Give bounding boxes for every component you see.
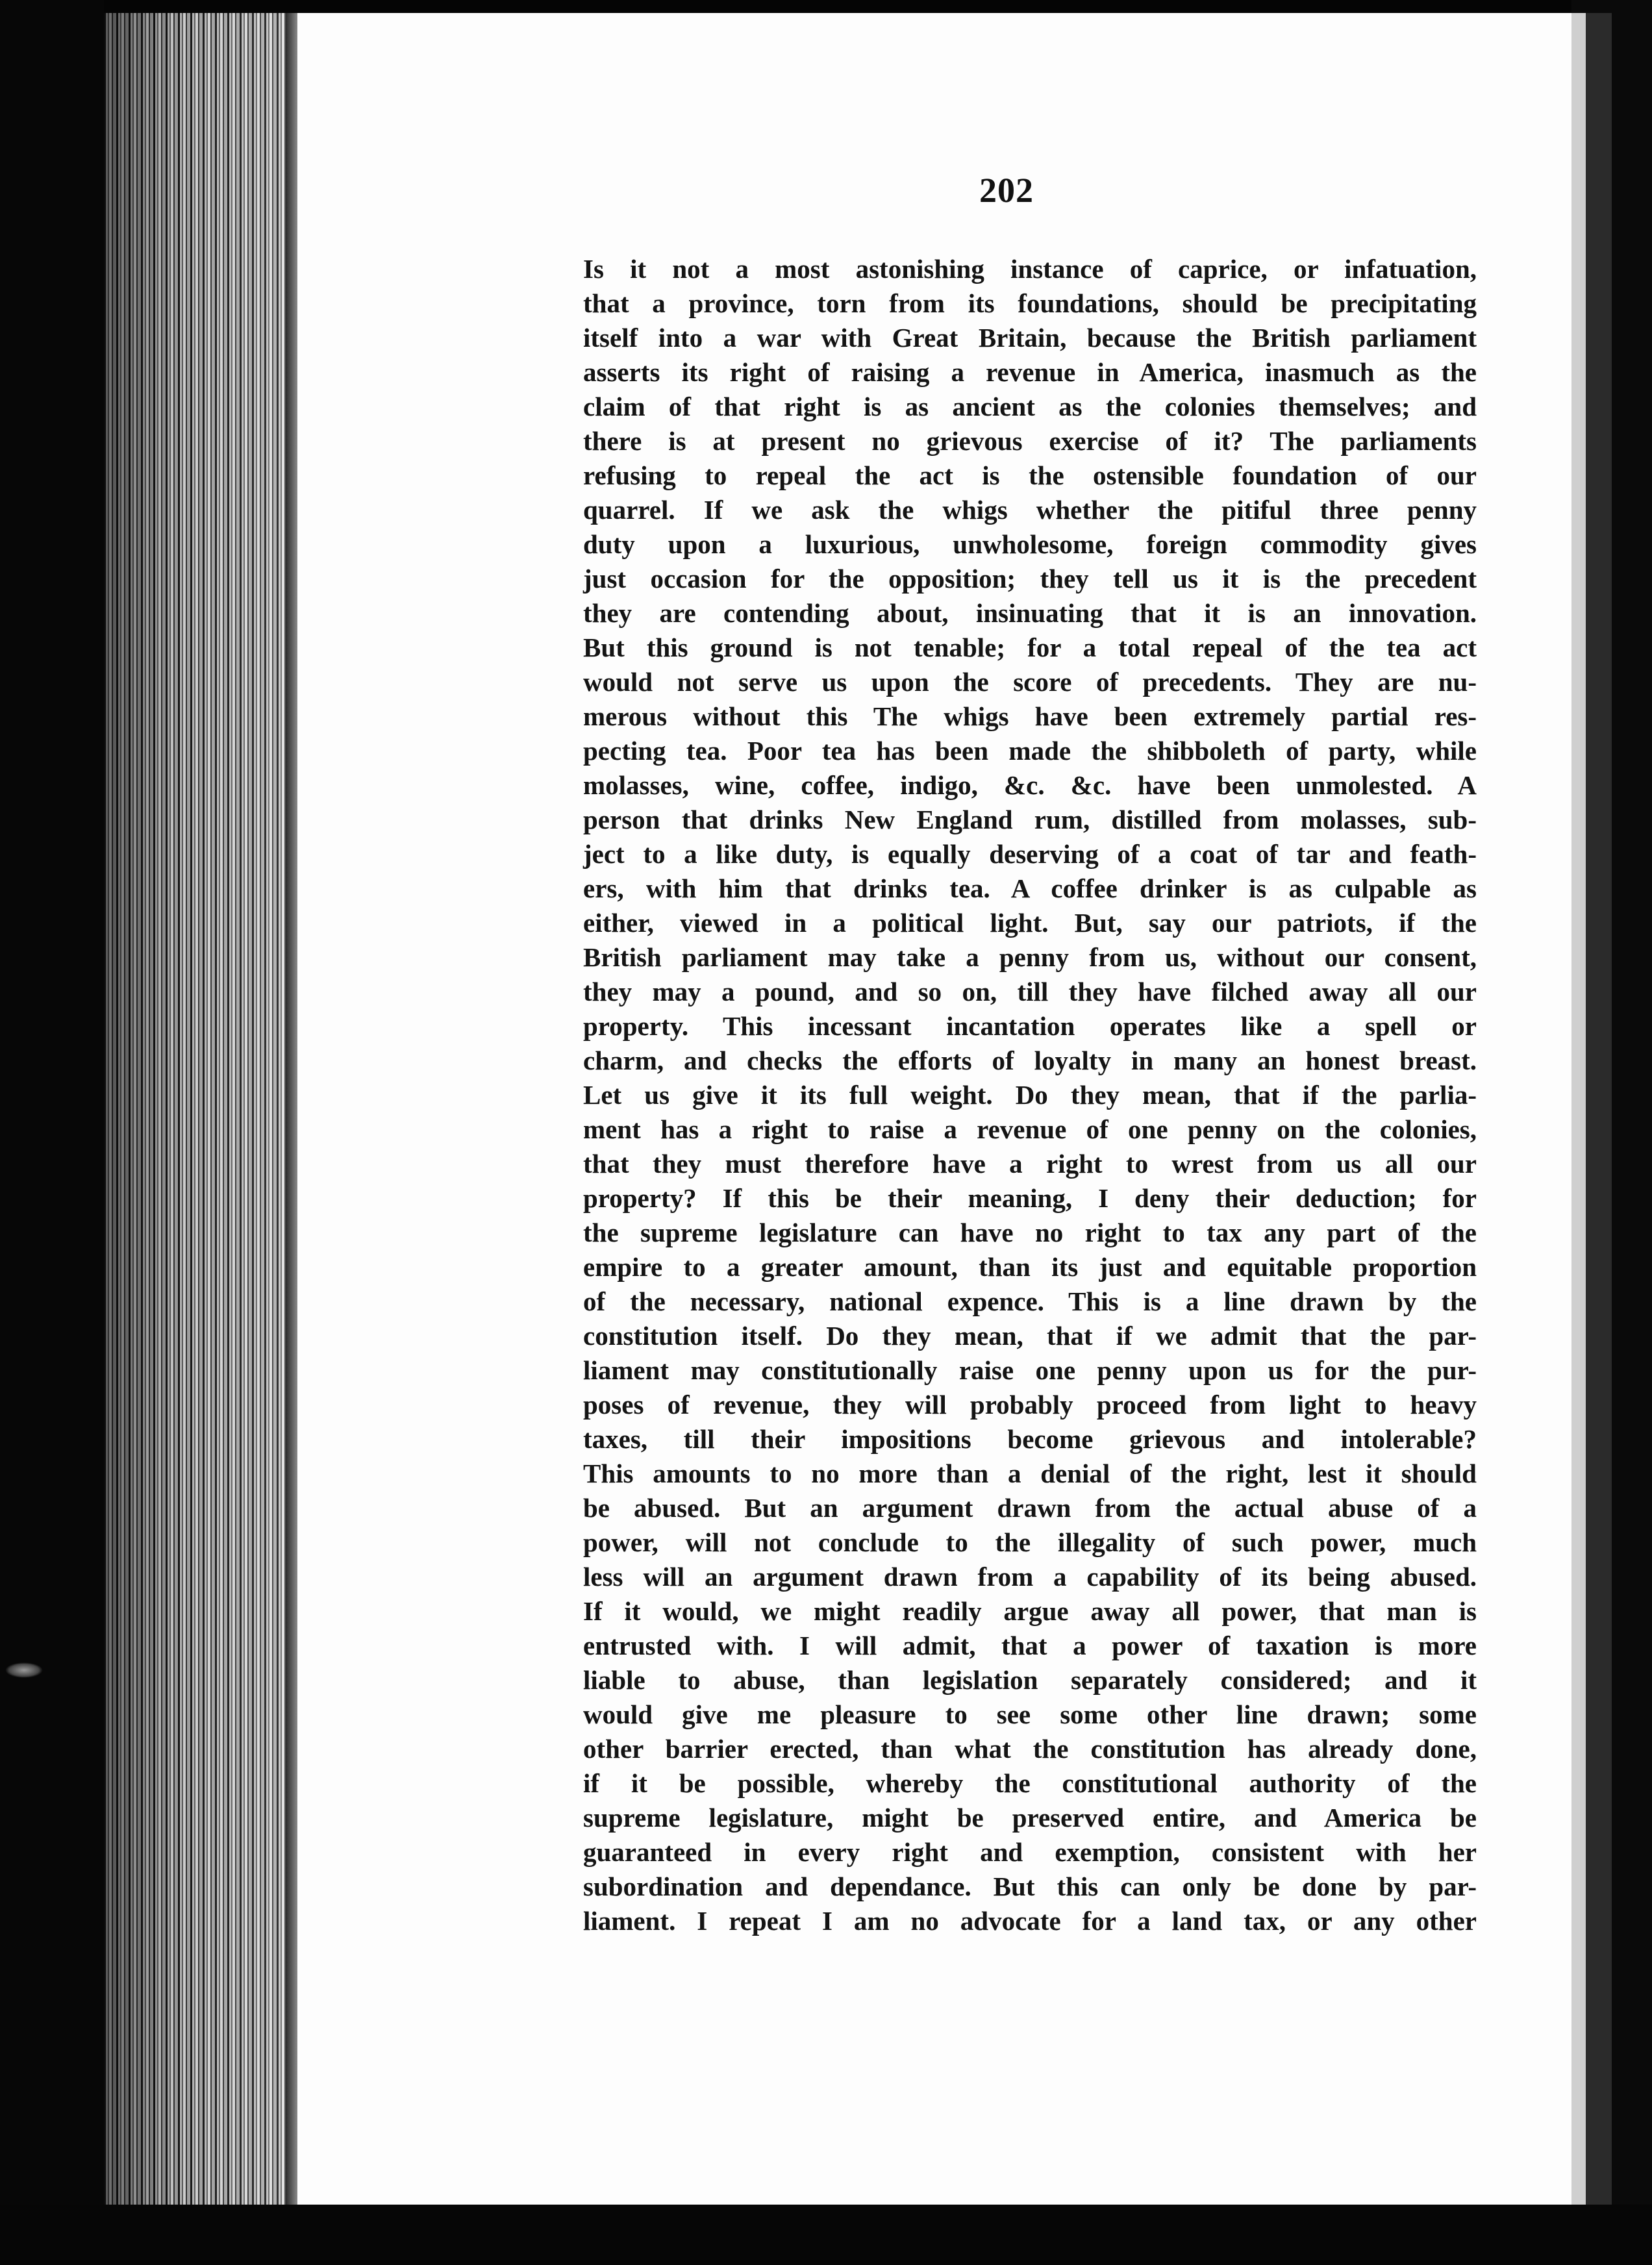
text-line: entrusted with. I will admit, that a power of taxation is more: [583, 1631, 1477, 1660]
text-line: This amounts to no more than a denial of the right, lest it should: [583, 1458, 1477, 1488]
text-line: liament may constitutionally raise one penny upon us for the pur-: [583, 1355, 1477, 1385]
text-line: ment has a right to raise a revenue of one penny on the colonies,: [583, 1114, 1477, 1144]
text-line: that a province, torn from its foundations, should be precipitating: [583, 288, 1477, 318]
scan-right-border: [1571, 0, 1652, 2265]
text-line: property? If this be their meaning, I deny their deduction; for: [583, 1183, 1477, 1213]
text-line: poses of revenue, they will probably proceed from light to heavy: [583, 1390, 1477, 1420]
text-line: power, will not conclude to the illegality of such power, much: [583, 1527, 1477, 1557]
text-line: the supreme legislature can have no right to tax any part of the: [583, 1218, 1477, 1247]
scan-top-border: [0, 0, 1652, 13]
text-line: they may a pound, and so on, till they have filched away all our: [583, 977, 1477, 1007]
text-line: ers, with him that drinks tea. A coffee drinker is as culpable as: [583, 873, 1477, 903]
text-line: person that drinks New England rum, distilled from molasses, sub-: [583, 805, 1477, 834]
text-line: empire to a greater amount, than its just and equitable proportion: [583, 1252, 1477, 1282]
book-page-edges: [104, 13, 295, 2205]
text-line: liable to abuse, than legislation separately considered; and it: [583, 1665, 1477, 1695]
text-line: liament. I repeat I am no advocate for a land tax, or any other: [583, 1906, 1477, 1936]
text-line: If it would, we might readily argue away all power, that man is: [583, 1596, 1477, 1626]
text-line: duty upon a luxurious, unwholesome, foreign commodity gives: [583, 529, 1477, 559]
scan-bottom-border: [0, 2205, 1652, 2265]
text-line: property. This incessant incantation operates like a spell or: [583, 1011, 1477, 1041]
text-line: if it be possible, whereby the constitutional authority of the: [583, 1768, 1477, 1798]
text-line: of the necessary, national expence. This is a line drawn by the: [583, 1286, 1477, 1316]
text-line: ject to a like duty, is equally deserving of a coat of tar and feath-: [583, 839, 1477, 869]
text-line: molasses, wine, coffee, indigo, &c. &c. have been unmolested. A: [583, 770, 1477, 800]
text-line: But this ground is not tenable; for a total repeal of the tea act: [583, 632, 1477, 662]
text-line: they are contending about, insinuating that it is an innovation.: [583, 598, 1477, 628]
text-line: guaranteed in every right and exemption, consistent with her: [583, 1837, 1477, 1867]
text-line: less will an argument drawn from a capability of its being abused.: [583, 1562, 1477, 1592]
text-line: would give me pleasure to see some other line drawn; some: [583, 1699, 1477, 1729]
text-line: claim of that right is as ancient as the colonies themselves; and: [583, 392, 1477, 421]
text-line: other barrier erected, than what the constitution has already done,: [583, 1734, 1477, 1764]
text-line: Let us give it its full weight. Do they mean, that if the parlia-: [583, 1080, 1477, 1110]
text-line: constitution itself. Do they mean, that if we admit that the par-: [583, 1321, 1477, 1351]
text-line: quarrel. If we ask the whigs whether the pitiful three penny: [583, 495, 1477, 525]
page-number: 202: [979, 171, 1034, 210]
gutter-shadow: [286, 13, 297, 2205]
text-line: taxes, till their impositions become grievous and intolerable?: [583, 1424, 1477, 1454]
text-line: there is at present no grievous exercise of it? The parliaments: [583, 426, 1477, 456]
scan-speck: [5, 1662, 43, 1678]
text-line: Is it not a most astonishing instance of caprice, or infatuation,: [583, 254, 1477, 284]
text-line: pecting tea. Poor tea has been made the shibboleth of party, while: [583, 736, 1477, 766]
text-line: British parliament may take a penny from us, without our consent,: [583, 942, 1477, 972]
text-line: that they must therefore have a right to wrest from us all our: [583, 1149, 1477, 1179]
text-line: would not serve us upon the score of precedents. They are nu-: [583, 667, 1477, 697]
text-line: be abused. But an argument drawn from the actual abuse of a: [583, 1493, 1477, 1523]
text-line: charm, and checks the efforts of loyalty in many an honest breast.: [583, 1045, 1477, 1075]
body-text: [583, 252, 1477, 1938]
text-line: either, viewed in a political light. But, say our patriots, if the: [583, 908, 1477, 938]
text-line: refusing to repeal the act is the ostensible foundation of our: [583, 460, 1477, 490]
text-line: merous without this The whigs have been extremely partial res-: [583, 701, 1477, 731]
text-line: supreme legislature, might be preserved entire, and America be: [583, 1803, 1477, 1833]
scan-left-border: [0, 0, 104, 2265]
text-line: asserts its right of raising a revenue in America, inasmuch as the: [583, 357, 1477, 387]
text-line: subordination and dependance. But this can only be done by par-: [583, 1871, 1477, 1901]
text-line: just occasion for the opposition; they tell us it is the precedent: [583, 564, 1477, 594]
text-line: itself into a war with Great Britain, because the British parliament: [583, 323, 1477, 353]
